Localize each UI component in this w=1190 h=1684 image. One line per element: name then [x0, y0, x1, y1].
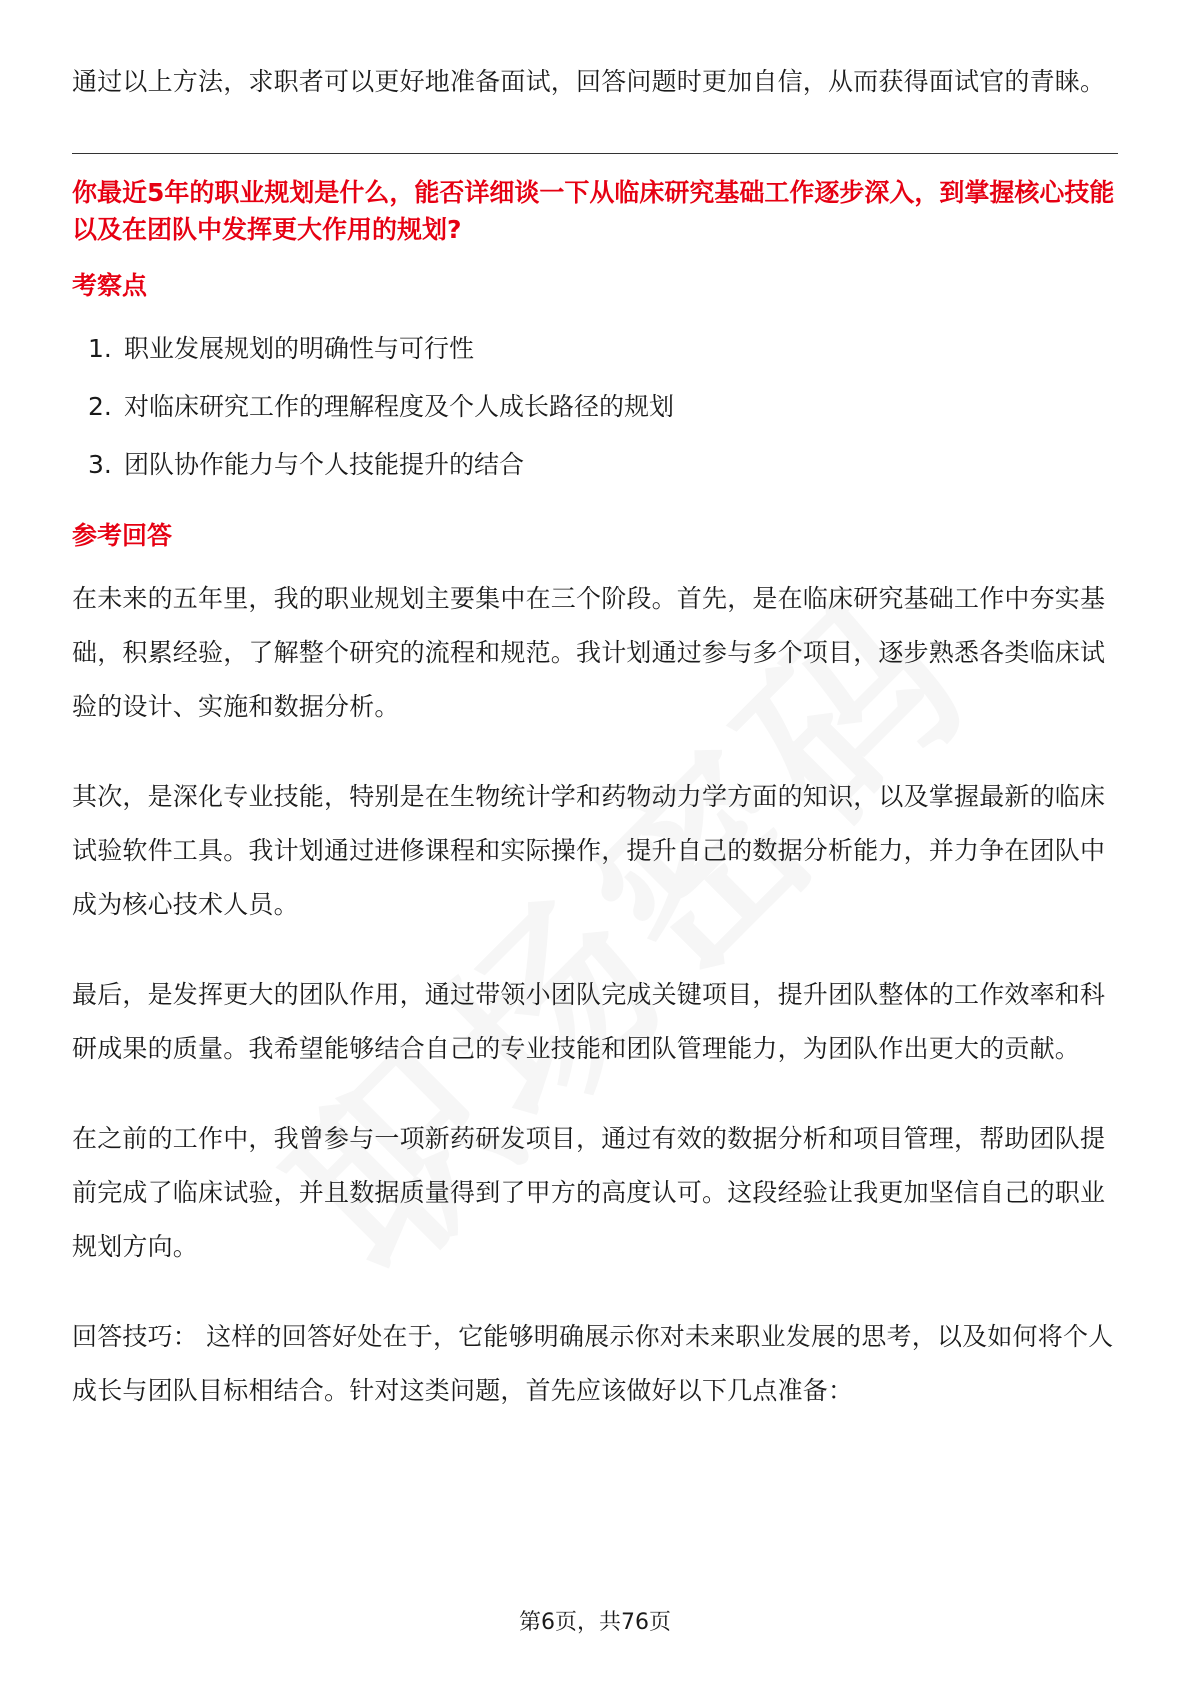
answer-paragraph: 最后，是发挥更大的团队作用，通过带领小团队完成关键项目，提升团队整体的工作效率和科研成果的质量。我希望能够结合自己的专业技能和团队管理能力，为团队作出更大的贡献。 — [72, 980, 1106, 1063]
section-divider — [72, 153, 1118, 154]
answer-paragraph: 在未来的五年里，我的职业规划主要集中在三个阶段。首先，是在临床研究基础工作中夯实基础，积累经验，了解整个研究的流程和规范。我计划通过参与多个项目，逐步熟悉各类临床试验的设计、实施和数据分析。 — [72, 584, 1106, 721]
interview-question: 你最近5年的职业规划是什么，能否详细谈一下从临床研究基础工作逐步深入，到掌握核心技能以及在团队中发挥更大作用的规划? — [72, 178, 1115, 244]
point-text: 团队协作能力与个人技能提升的结合 — [124, 450, 525, 479]
point-number: 2. — [88, 392, 112, 421]
answer-paragraph: 其次，是深化专业技能，特别是在生物统计学和药物动力学方面的知识，以及掌握最新的临床试验软件工具。我计划通过进修课程和实际操作，提升自己的数据分析能力，并力争在团队中成为核心技术人员。 — [72, 782, 1106, 919]
point-text: 职业发展规划的明确性与可行性 — [124, 334, 475, 363]
assessment-points — [72, 320, 1118, 494]
page-number: 第6页，共76页 — [519, 1610, 671, 1635]
answer-paragraph: 在之前的工作中，我曾参与一项新药研发项目，通过有效的数据分析和项目管理，帮助团队提前完成了临床试验，并且数据质量得到了甲方的高度认可。这段经验让我更加坚信自己的职业规划方向。 — [72, 1124, 1106, 1261]
assessment-point — [88, 436, 1118, 494]
assessment-point — [88, 378, 1118, 436]
point-text: 对临床研究工作的理解程度及个人成长路径的规划 — [124, 392, 675, 421]
point-number: 1. — [88, 334, 112, 363]
document-page — [72, 55, 1118, 1454]
answer-heading: 参考回答 — [72, 521, 173, 550]
point-number: 3. — [88, 450, 112, 479]
assessment-point — [88, 320, 1118, 378]
assessment-heading: 考察点 — [72, 271, 148, 300]
answer-tips-paragraph: 回答技巧： 这样的回答好处在于，它能够明确展示你对未来职业发展的思考，以及如何将个人成长与团队目标相结合。针对这类问题，首先应该做好以下几点准备： — [72, 1322, 1114, 1405]
intro-paragraph: 通过以上方法，求职者可以更好地准备面试，回答问题时更加自信，从而获得面试官的青睐。 — [72, 67, 1106, 96]
